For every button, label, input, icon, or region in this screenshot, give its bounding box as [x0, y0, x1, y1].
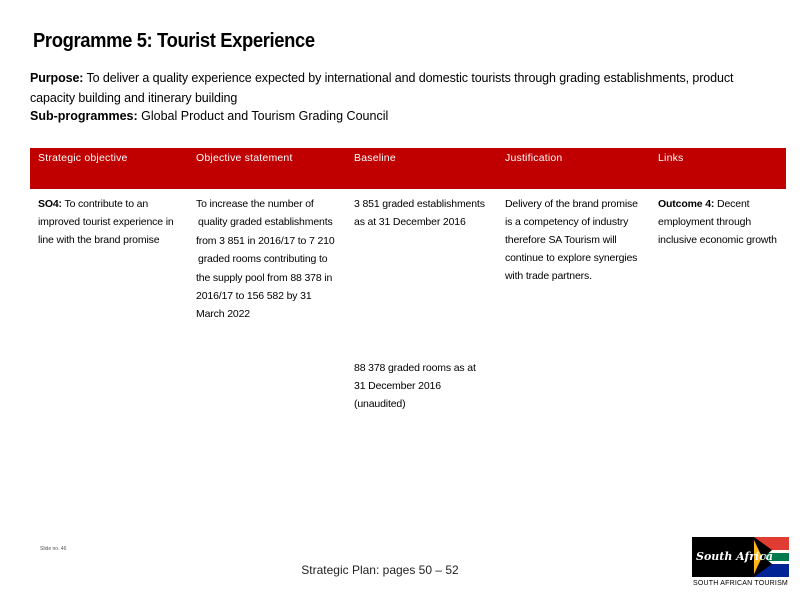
logo-caption: SOUTH AFRICAN TOURISM	[693, 580, 788, 587]
objective-label: SO4:	[38, 198, 62, 210]
header-links: Links	[650, 148, 786, 189]
statement-bullet-2: graded rooms contributing to the supply pool from 88 378 in 2016/17 to 156 582 by 31 March 2022	[196, 253, 333, 320]
logo-script-text: South Africa	[696, 550, 774, 563]
purpose-label: Purpose:	[30, 71, 84, 85]
statement-intro: To increase the number of	[196, 198, 314, 210]
subprogrammes-text	[30, 108, 388, 124]
header-strategic-objective: Strategic objective	[30, 148, 188, 189]
header-baseline: Baseline	[346, 148, 497, 189]
table-row	[30, 189, 786, 413]
table-header-row	[30, 148, 786, 189]
subprogrammes-label: Sub-programmes:	[30, 109, 138, 123]
statement-bullet-1: quality graded establishments from 3 851 in 2016/17 to 7 210	[196, 216, 335, 247]
cell-links	[650, 189, 786, 413]
south-african-tourism-logo	[692, 537, 789, 592]
links-label: Outcome 4:	[658, 198, 715, 210]
cell-justification: Delivery of the brand promise is a competency of industry therefore SA Tourism will continue to explore synergies with trade partners.	[505, 198, 638, 282]
header-objective-statement: Objective statement	[188, 148, 346, 189]
purpose-text	[30, 68, 775, 108]
cell-strategic-objective	[30, 189, 188, 413]
objective-text: To contribute to an improved tourist experience in line with the brand promise	[38, 198, 174, 246]
slide-title: Programme 5: Tourist Experience	[33, 30, 315, 52]
links-text: Decent employment through inclusive economic growth	[658, 198, 777, 246]
header-justification: Justification	[497, 148, 650, 189]
subprogrammes-body: Global Product and Tourism Grading Council	[137, 109, 389, 123]
purpose-body: To deliver a quality experience expected by international and domestic tourists through grading establishments, product capacity building and itinerary building	[30, 71, 734, 105]
page-reference: Strategic Plan: pages 50 – 52	[301, 563, 459, 577]
baseline-establishments: 3 851 graded establishments as at 31 December 2016	[354, 198, 485, 228]
objectives-table	[30, 148, 786, 413]
cell-objective-statement	[188, 189, 346, 413]
cell-baseline	[346, 189, 497, 413]
slide-number: Slide no. 46	[40, 546, 67, 552]
flag-logo-icon	[692, 537, 789, 577]
baseline-rooms: 88 378 graded rooms as at 31 December 2016 (unaudited)	[354, 362, 476, 410]
